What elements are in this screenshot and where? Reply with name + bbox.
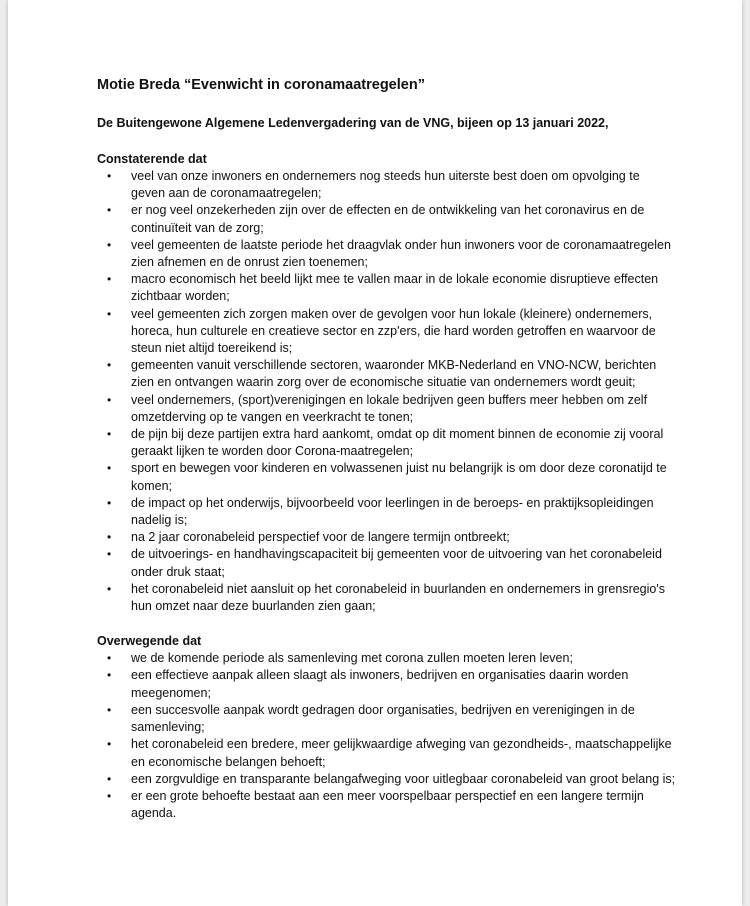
list-item: • we de komende periode als samenleving met corona zullen moeten leren leven; [97,650,677,667]
list-item: • de uitvoerings- en handhavingscapaciteit bij gemeenten voor de uitvoering van het coronabeleid onder druk staat; [97,546,677,580]
list-item: • een succesvolle aanpak wordt gedragen door organisaties, bedrijven en verenigingen in de samenleving; [97,702,677,736]
document-title: Motie Breda “Evenwicht in coronamaatregelen” [97,77,425,93]
list-item: • veel gemeenten zich zorgen maken over de gevolgen voor hun lokale (kleinere) ondernemers, horeca, hun culturele en creatieve sector en zzp'ers, die hard worden getroffen en waarvoor de steun niet altijd toereikend is; [97,306,677,358]
list-item: • veel van onze inwoners en ondernemers nog steeds hun uiterste best doen om opvolging te geven aan de coronamaatregelen; [97,168,677,202]
list-item: • na 2 jaar coronabeleid perspectief voor de langere termijn ontbreekt; [97,529,677,546]
bullet-list-overwegende [97,650,677,822]
list-item: • macro economisch het beeld lijkt mee te vallen maar in de lokale economie disruptieve effecten zichtbaar worden; [97,271,677,305]
document-subtitle: De Buitengewone Algemene Ledenvergadering van de VNG, bijeen op 13 januari 2022, [97,116,609,130]
list-item: • er een grote behoefte bestaat aan een meer voorspelbaar perspectief en een langere termijn agenda. [97,788,677,822]
list-item: • een zorgvuldige en transparante belangafweging voor uitlegbaar coronabeleid van groot belang is; [97,771,677,788]
list-item: • gemeenten vanuit verschillende sectoren, waaronder MKB-Nederland en VNO-NCW, berichten zien en ontvangen waarin zorg over de economische situatie van ondernemers wordt geuit; [97,357,677,391]
list-item: • een effectieve aanpak alleen slaagt als inwoners, bedrijven en organisaties daarin worden meegenomen; [97,667,677,701]
list-item: • de pijn bij deze partijen extra hard aankomt, omdat op dit moment binnen de economie zij vooral geraakt lijken te worden door Corona-maatregelen; [97,426,677,460]
section-heading-constaterende: Constaterende dat [97,152,207,166]
list-item: • de impact op het onderwijs, bijvoorbeeld voor leerlingen in de beroeps- en praktijksopleidingen nadelig is; [97,495,677,529]
list-item: • veel gemeenten de laatste periode het draagvlak onder hun inwoners voor de coronamaatregelen zien afnemen en de onrust zien toenemen; [97,237,677,271]
list-item: • er nog veel onzekerheden zijn over de effecten en de ontwikkeling van het coronavirus en de continuïteit van de zorg; [97,202,677,236]
list-item: • het coronabeleid niet aansluit op het coronabeleid in buurlanden en ondernemers in grensregio's hun omzet naar deze buurlanden zien gaan; [97,581,677,615]
list-item: • sport en bewegen voor kinderen en volwassenen juist nu belangrijk is om door deze coronatijd te komen; [97,460,677,494]
list-item: • veel ondernemers, (sport)verenigingen en lokale bedrijven geen buffers meer hebben om zelf omzetderving op te vangen en veerkracht te tonen; [97,392,677,426]
section-heading-overwegende: Overwegende dat [97,634,202,649]
bullet-list-constaterende [97,168,677,615]
document-content [97,76,677,840]
list-item: • het coronabeleid een bredere, meer gelijkwaardige afweging van gezondheids-, maatschappelijke en economische belangen behoeft; [97,736,677,770]
document-page [8,0,742,906]
